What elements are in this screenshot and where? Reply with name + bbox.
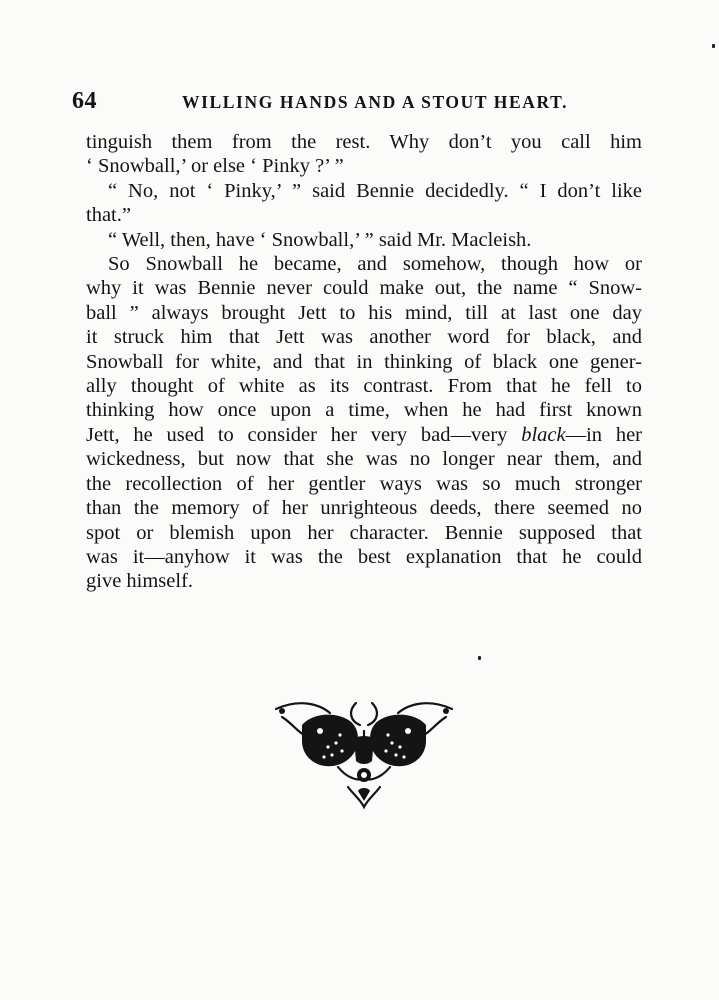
dolphin-tailpiece-ornament-icon xyxy=(268,695,460,813)
text-line: ally thought of white as its contrast. From that he fell to xyxy=(86,375,642,398)
text-line: give himself. xyxy=(86,570,194,593)
text-segment: Jett, he used to consider her very bad—very xyxy=(86,423,508,446)
text-line: “ Well, then, have ‘ Snowball,’ ” said Mr. Macleish. xyxy=(108,228,532,251)
running-title: WILLING HANDS AND A STOUT HEART. xyxy=(182,92,569,112)
text-line: wickedness, but now that she was no longer near them, and xyxy=(86,448,642,471)
text-line: spot or blemish upon her character. Bennie supposed that xyxy=(86,521,642,544)
text-line: was it—anyhow it was the best explanation that he could xyxy=(86,545,642,568)
running-head xyxy=(72,88,662,116)
text-line: than the memory of her unrighteous deeds, there seemed no xyxy=(86,497,642,520)
text-line xyxy=(86,423,642,447)
ink-speck xyxy=(712,44,715,48)
text-segment: —in her xyxy=(565,423,642,446)
italic-word: black xyxy=(521,423,566,446)
text-line: that.” xyxy=(86,204,131,227)
text-line: So Snowball he became, and somehow, though how or xyxy=(108,253,642,276)
text-line: tinguish them from the rest. Why don’t you call him xyxy=(86,131,642,153)
text-line: it struck him that Jett was another word for black, and xyxy=(86,326,642,349)
text-line: why it was Bennie never could make out, the name “ Snow- xyxy=(86,277,642,300)
text-line: the recollection of her gentler ways was so much stronger xyxy=(86,472,642,495)
text-line: thinking how once upon a time, when he had first known xyxy=(86,399,642,422)
text-line: “ No, not ‘ Pinky,’ ” said Bennie decidedly. “ I don’t like xyxy=(108,179,642,202)
ink-speck xyxy=(478,656,481,660)
body-text xyxy=(86,130,642,594)
text-line: Snowball for white, and that in thinking of black one gener- xyxy=(86,350,642,373)
page-number: 64 xyxy=(72,88,97,114)
text-line: ‘ Snowball,’ or else ‘ Pinky ?’ ” xyxy=(86,155,344,178)
text-line: ball ” always brought Jett to his mind, till at last one day xyxy=(86,301,642,324)
